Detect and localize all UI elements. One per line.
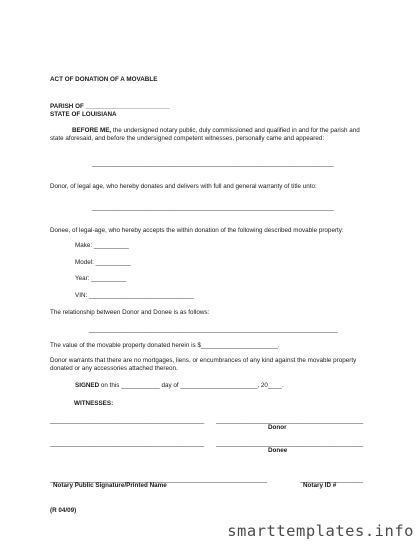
donee-name-line: _____________________________________________________________________ <box>92 204 334 211</box>
before-me-paragraph <box>50 127 372 143</box>
make-field: Make: __________ <box>75 242 129 249</box>
model-field: Model: __________ <box>75 259 131 266</box>
signed-date-fields: on this ___________ day of ______________________, 20____. <box>99 382 284 389</box>
vin-field: VIN: ______________________________ <box>75 292 195 299</box>
year-field: Year: __________ <box>75 275 127 282</box>
relationship-label: The relationship between Donor and Donee is as follows: <box>50 309 210 316</box>
donor-signature-line: __________________________________________ <box>216 417 364 424</box>
notary-id-line: __________________ <box>300 476 364 483</box>
donee-signature-line: __________________________________________ <box>216 440 364 447</box>
donor-name-line: _____________________________________________________________________ <box>92 160 334 167</box>
donee-paragraph: Donee, of legal-age, who hereby accepts the within donation of the following described movable property: <box>50 227 344 234</box>
notary-signature-label: Notary Public Signature/Printed Name <box>53 482 167 489</box>
value-statement: The value of the movable property donated herein is $______________________. <box>50 342 280 349</box>
watermark: smarttemplates.info <box>227 522 414 540</box>
witnesses-label: WITNESSES: <box>74 400 114 407</box>
witness-1-line: ____________________________________________ <box>50 417 205 424</box>
donor-paragraph: Donor, of legal age, who hereby donates and delivers with full and general warranty of title unto: <box>50 183 317 190</box>
warranty-paragraph: Donor warrants that there are no mortgages, liens, or encumbrances of any kind against the movable property donated or any accessories attached thereon. <box>50 357 357 372</box>
signed-line <box>75 382 284 390</box>
signed-lead: SIGNED <box>75 382 100 389</box>
donee-signature-label: Donee <box>268 447 288 454</box>
state-label: STATE OF LOUISIANA <box>50 111 117 118</box>
before-me-lead: BEFORE ME, <box>72 127 112 134</box>
revision-code: (R 04/09) <box>50 507 77 514</box>
parish-field: PARISH OF ________________________ <box>50 103 170 110</box>
notary-id-label: Notary ID # <box>303 482 337 489</box>
relationship-line: _______________________________________________________________________ <box>89 326 338 333</box>
donor-signature-label: Donor <box>268 424 287 431</box>
before-me-body: the undersigned notary public, duly commissioned and qualified in and for the parish and state aforesaid, and before the undersigned competent witnesses, personally came and appeared: <box>50 127 360 142</box>
document-title: ACT OF DONATION OF A MOVABLE <box>50 76 158 83</box>
witness-2-line: ____________________________________________ <box>50 440 205 447</box>
notary-signature-line: ______________________________________________________________ <box>50 476 268 483</box>
